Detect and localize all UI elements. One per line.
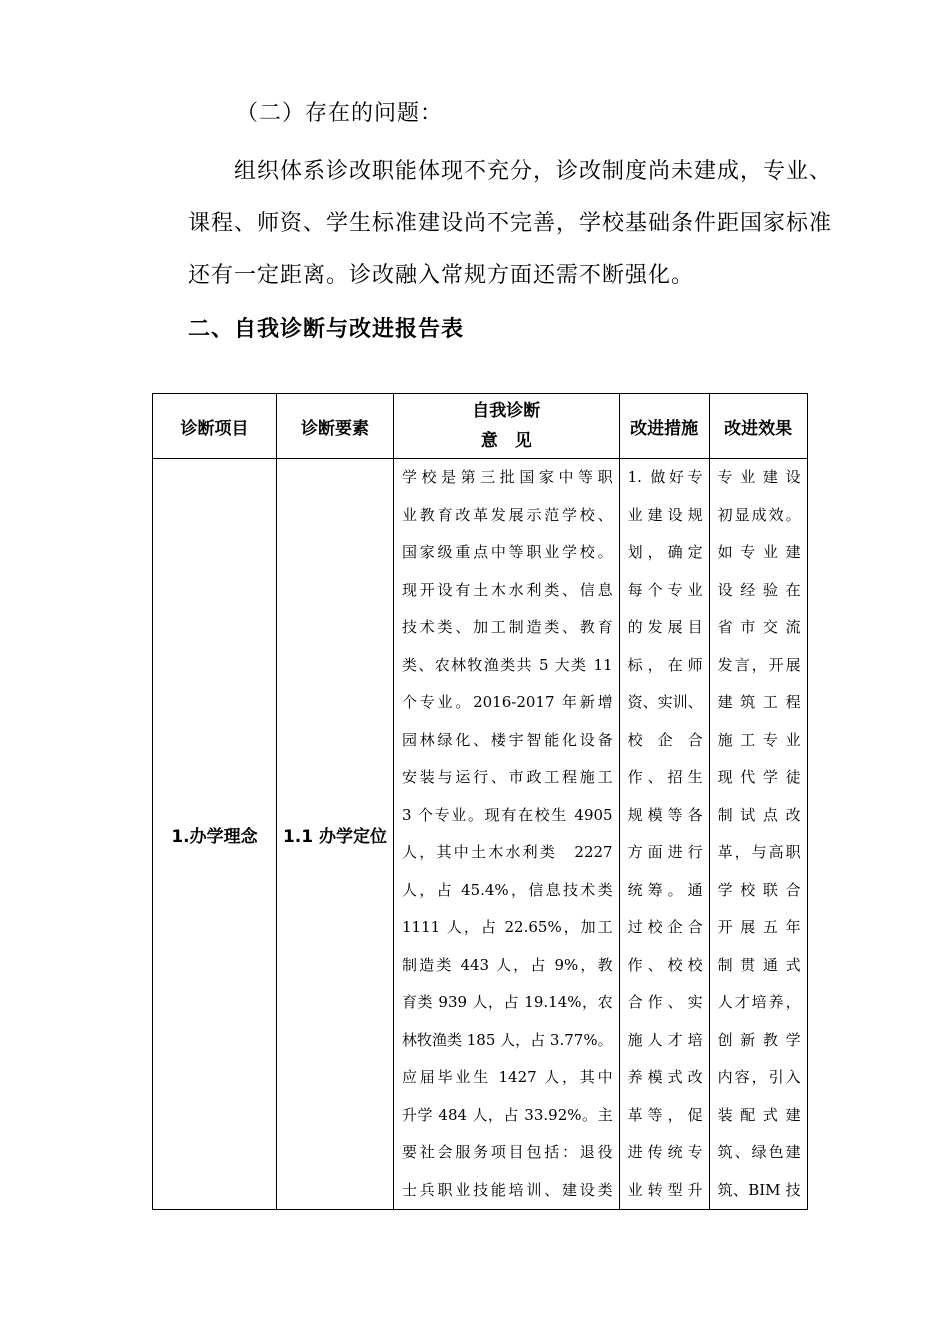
section-heading: 二、自我诊断与改进报告表	[188, 317, 465, 342]
opinion-line: 1111 人，占 22.65%，加工	[402, 918, 613, 936]
cell-diagnosis-element: 1.1 办学定位	[277, 459, 394, 1210]
measures-line: 合作、实	[627, 993, 703, 1011]
measures-line: 1. 做好专	[627, 468, 703, 486]
paragraph-line: 课程、师资、学生标准建设尚不完善，学校基础条件距国家标准	[188, 211, 833, 236]
measures-line: 施人才培	[627, 1030, 703, 1049]
effect-line: 如专业建	[717, 543, 801, 561]
effect-line: 建筑工程	[717, 693, 801, 711]
opinion-line: 现开设有土木水利类、信息	[402, 580, 613, 599]
opinion-line: 园林绿化、楼宇智能化设备	[402, 730, 613, 749]
effect-line: 创新教学	[717, 1030, 801, 1049]
effect-line: 制试点改	[717, 805, 801, 824]
measures-line: 业转型升	[627, 1180, 703, 1199]
effect-text	[710, 459, 807, 1209]
effect-line: 发言，开展	[717, 655, 801, 674]
measures-line: 资、实训、	[627, 693, 703, 711]
measures-line: 养模式改	[627, 1068, 703, 1086]
measures-line: 每个专业	[627, 580, 703, 599]
problem-paragraph	[188, 146, 833, 302]
opinion-line: 业教育改革发展示范学校、	[402, 505, 613, 524]
opinion-line: 林牧渔类 185 人，占 3.77%。	[402, 1030, 613, 1049]
cell-diagnosis-item: 1.办学理念	[153, 459, 277, 1210]
header-diagnosis-element: 诊断要素	[277, 394, 394, 459]
measures-line: 规模等各	[627, 805, 703, 824]
opinion-line: 安装与运行、市政工程施工	[402, 768, 613, 786]
effect-line: 设经验在	[717, 580, 801, 599]
effect-line: 专业建设	[717, 468, 801, 486]
effect-line: 现代学徒	[717, 768, 801, 786]
measures-line: 过校企合	[627, 918, 703, 936]
opinion-line: 个专业。2016-2017 年新增	[402, 693, 613, 711]
cell-self-diagnosis-opinion	[394, 459, 620, 1210]
diagnosis-table	[152, 393, 808, 1210]
opinion-line: 国家级重点中等职业学校。	[402, 543, 613, 561]
effect-line: 初显成效。	[717, 505, 801, 524]
measures-line: 作、招生	[627, 768, 703, 786]
opinion-line: 技术类、加工制造类、教育	[402, 618, 613, 636]
effect-line: 施工专业	[717, 730, 801, 749]
opinion-line: 升学 484 人，占 33.92%。主	[402, 1105, 613, 1124]
effect-line: 制贯通式	[717, 955, 801, 974]
cell-improvement-effect	[709, 459, 807, 1210]
effect-line: 省市交流	[717, 618, 801, 636]
effect-line: 人才培养，	[717, 993, 801, 1011]
measures-line: 划，确定	[627, 543, 703, 561]
opinion-line: 类、农林牧渔类共 5 大类 11	[402, 655, 613, 674]
header-improvement-effect: 改进效果	[709, 394, 807, 459]
effect-line: 内容，引入	[717, 1068, 801, 1086]
opinion-line: 应届毕业生 1427 人，其中	[402, 1068, 613, 1086]
table-header-row	[153, 394, 808, 459]
header-diagnosis-item: 诊断项目	[153, 394, 277, 459]
opinion-line: 学校是第三批国家中等职	[402, 468, 613, 486]
header-improvement-measures: 改进措施	[619, 394, 709, 459]
table-row	[153, 459, 808, 1210]
measures-line: 统筹。通	[627, 880, 703, 899]
effect-line: 革，与高职	[717, 843, 801, 861]
effect-line: 装配式建	[717, 1105, 801, 1124]
sub-heading: （二）存在的问题：	[236, 101, 444, 126]
opinion-line: 士兵职业技能培训、建设类	[402, 1180, 613, 1199]
opinion-line: 3 个专业。现有在校生 4905	[402, 805, 613, 824]
effect-line: 筑、绿色建	[717, 1143, 801, 1161]
effect-line: 开展五年	[717, 918, 801, 936]
header-self-diagnosis	[394, 394, 620, 459]
opinion-line: 人，占 45.4%，信息技术类	[402, 880, 613, 899]
measures-line: 革等，促	[627, 1105, 703, 1124]
effect-line: 筑、BIM 技	[717, 1180, 801, 1199]
header-self-diagnosis-line2: 意 见	[480, 431, 532, 451]
measures-line: 业建设规	[627, 505, 703, 524]
opinion-line: 要社会服务项目包括：退役	[402, 1143, 613, 1161]
opinion-text	[394, 459, 619, 1209]
measures-line: 进传统专	[627, 1143, 703, 1161]
measures-text	[620, 459, 709, 1209]
effect-line: 学校联合	[717, 880, 801, 899]
paragraph-line: 还有一定距离。诊改融入常规方面还需不断强化。	[188, 263, 695, 288]
cell-improvement-measures	[619, 459, 709, 1210]
paragraph-line: 组织体系诊改职能体现不充分，诊改制度尚未建成，专业、	[234, 159, 833, 184]
opinion-line: 育类 939 人，占 19.14%，农	[402, 993, 613, 1011]
header-self-diagnosis-line1: 自我诊断	[472, 401, 541, 421]
opinion-line: 制造类 443 人，占 9%，教	[402, 955, 613, 974]
measures-line: 标，在师	[627, 655, 703, 674]
opinion-line: 人，其中土木水利类 2227	[402, 843, 613, 861]
measures-line: 方面进行	[627, 843, 703, 861]
measures-line: 的发展目	[627, 618, 703, 636]
measures-line: 作、校校	[627, 955, 703, 974]
measures-line: 校 企 合	[627, 730, 703, 749]
